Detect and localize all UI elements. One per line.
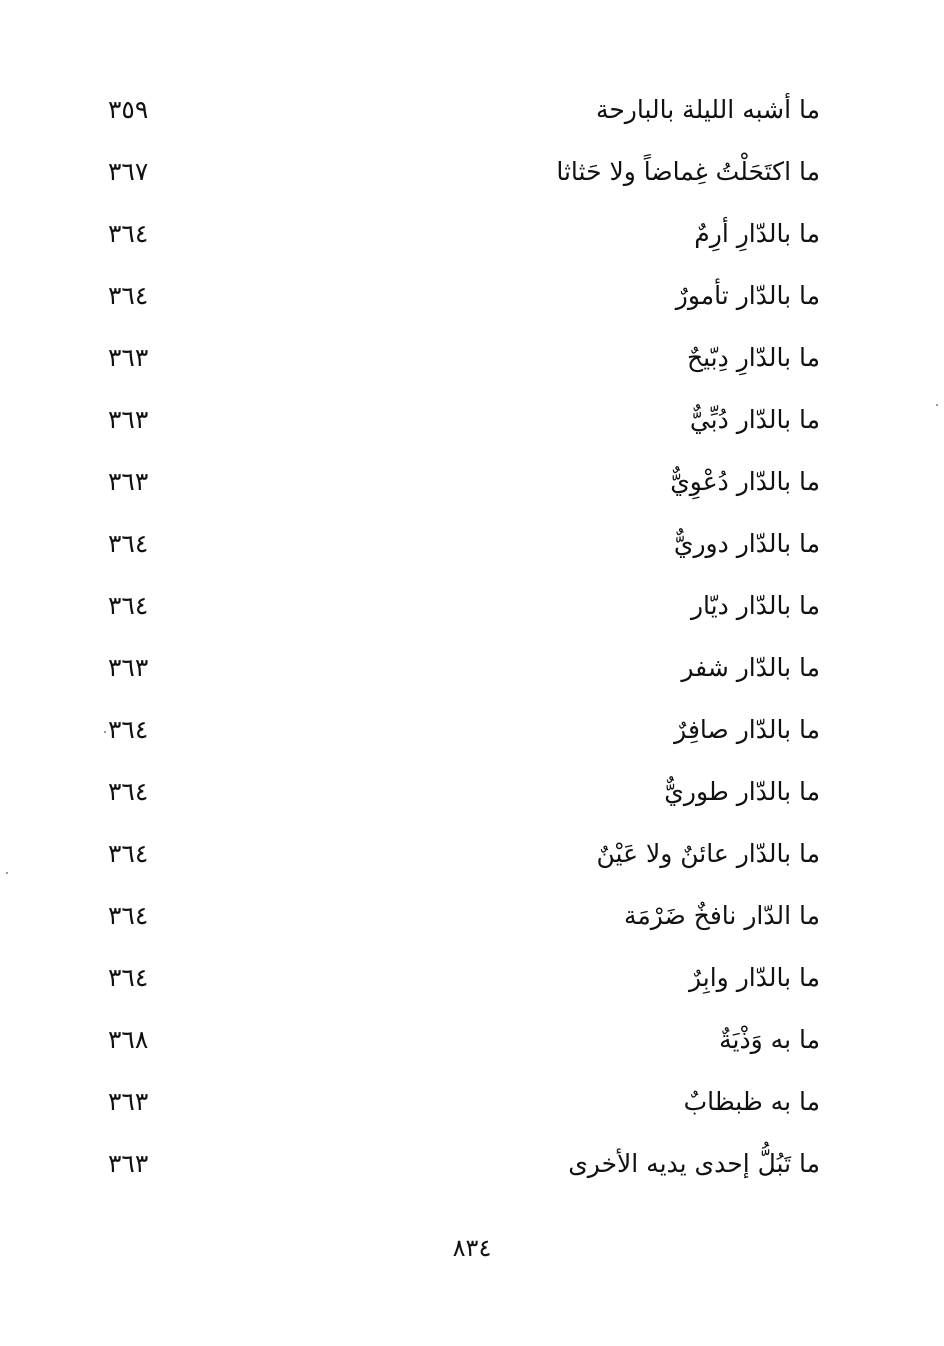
entry-text: ما اكتَحَلْتُ غِماضاً ولا حَثاثا	[556, 157, 820, 186]
entry-text: ما بالدّار دُبِّيٌّ	[689, 405, 820, 434]
entry-page-number: ٣٦٤	[108, 591, 149, 620]
entry-page-number: ٣٥٩	[108, 95, 149, 124]
entry-page-number: ٣٦٤	[108, 715, 149, 744]
index-entry	[100, 514, 820, 576]
entry-page-number: ٣٦٣	[108, 1149, 149, 1178]
entry-page-number: ٣٦٤	[108, 281, 149, 310]
index-entry	[100, 80, 820, 142]
entry-text: ما تَبُلُّ إحدى يديه الأخرى	[568, 1149, 820, 1178]
entry-page-number: ٣٦٤	[108, 777, 149, 806]
index-entry	[100, 452, 820, 514]
index-entry	[100, 328, 820, 390]
entry-page-number: ٣٦٧	[108, 157, 149, 186]
scan-speck	[104, 731, 106, 733]
entry-text: ما بالدّار وابِرٌ	[688, 963, 820, 992]
entry-text: ما بالدّار طوريٌّ	[664, 777, 820, 806]
entry-page-number: ٣٦٣	[108, 467, 149, 496]
index-entry	[100, 142, 820, 204]
entry-page-number: ٣٦٣	[108, 653, 149, 682]
entry-text: ما بالدّارِ دِبّيحٌ	[686, 343, 820, 372]
entry-text: ما بالدّار دُعْوِيٌّ	[670, 467, 820, 496]
index-entry	[100, 886, 820, 948]
index-entry	[100, 204, 820, 266]
entry-page-number: ٣٦٤	[108, 529, 149, 558]
index-entry	[100, 1134, 820, 1196]
index-entry	[100, 638, 820, 700]
entry-text: ما به وَذْيَةٌ	[719, 1025, 820, 1054]
entry-text: ما بالدّار شفر	[681, 653, 820, 682]
index-entry	[100, 762, 820, 824]
index-entry	[100, 576, 820, 638]
entry-page-number: ٣٦٤	[108, 901, 149, 930]
entry-page-number: ٣٦٤	[108, 219, 149, 248]
proverb-index-list	[100, 80, 820, 1196]
index-entry	[100, 700, 820, 762]
index-entry	[100, 266, 820, 328]
index-entry	[100, 948, 820, 1010]
entry-text: ما بالدّار صافِرٌ	[674, 715, 820, 744]
entry-text: ما به ظبظابٌ	[683, 1087, 820, 1116]
entry-page-number: ٣٦٣	[108, 1087, 149, 1116]
entry-page-number: ٣٦٣	[108, 343, 149, 372]
entry-text: ما بالدّار عائنٌ ولا عَيْنٌ	[596, 839, 820, 868]
entry-text: ما بالدّارِ أرِمٌ	[694, 219, 820, 248]
index-entry	[100, 824, 820, 886]
entry-text: ما بالدّار تأمورٌ	[675, 281, 820, 310]
index-entry	[100, 390, 820, 452]
index-entry	[100, 1010, 820, 1072]
page-folio-number: ٨٣٤	[452, 1234, 492, 1262]
entry-text: ما الدّار نافخٌ ضَرْمَة	[623, 901, 820, 930]
scan-speck	[936, 404, 938, 406]
entry-text: ما بالدّار دوريٌّ	[673, 529, 820, 558]
scan-speck	[6, 872, 8, 874]
entry-page-number: ٣٦٤	[108, 839, 149, 868]
index-entry	[100, 1072, 820, 1134]
entry-text: ما أشبه الليلة بالبارحة	[595, 95, 820, 124]
entry-text: ما بالدّار ديّار	[690, 591, 820, 620]
entry-page-number: ٣٦٣	[108, 405, 149, 434]
entry-page-number: ٣٦٤	[108, 963, 149, 992]
entry-page-number: ٣٦٨	[108, 1025, 149, 1054]
